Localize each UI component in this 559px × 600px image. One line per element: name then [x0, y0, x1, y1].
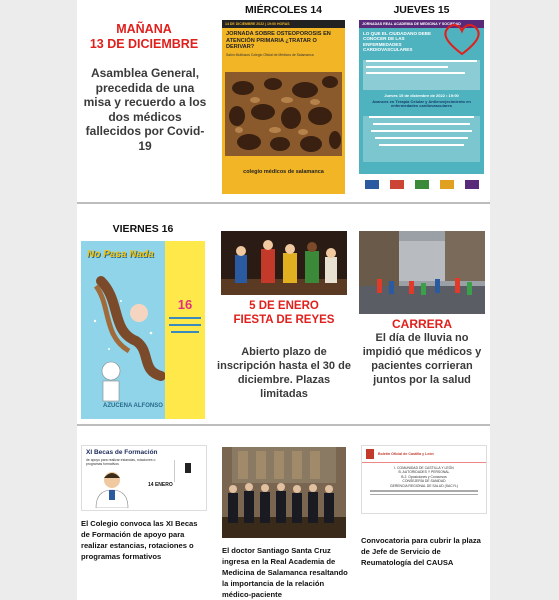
bocyl-line: B. AUTORIDADES Y PERSONAL	[398, 470, 450, 475]
cardio-speakers	[363, 116, 480, 162]
becas-banner[interactable]	[81, 445, 207, 511]
becas-banner-sub: de apoyo para realizar estancias, rotaciones o programas formativos	[86, 458, 156, 466]
bone-texture-image	[225, 72, 342, 156]
academy-ceremony-image	[222, 447, 346, 538]
book-author: AZUCENA ALFONSO	[103, 403, 163, 409]
bocyl-header	[362, 446, 486, 463]
colegio-logo-text: colegio médicos de salamanca	[243, 169, 324, 175]
doctor-illustration	[92, 468, 132, 508]
newsletter-page	[77, 0, 490, 600]
cardio-title: LO QUE EL CIUDADANO DEBE CONOCER DE LAS ENFERMEDADES CARDIOVASCULARES	[363, 31, 432, 53]
book-date-number: 16	[177, 297, 193, 312]
poster-place: Salón Multiusos Colegio Oficial de Médicos de Salamanca	[226, 52, 314, 57]
colegio-logo	[174, 460, 201, 482]
poster-strip: 14 DE DICIEMBRE 2022 | 19:00 HORAS	[222, 20, 345, 28]
bocyl-title: Boletín Oficial de Castilla y León	[378, 452, 434, 456]
bocyl-logo-icon	[366, 449, 374, 459]
date-line-1: MAÑANA	[116, 22, 172, 36]
row-divider-2	[77, 424, 490, 426]
bocyl-caption[interactable]: Convocatoria para cubrir la plaza de Jefe de Servicio de Reumatología del CAUSA	[361, 536, 481, 567]
becas-caption[interactable]: El Colegio convoca las XI Becas de Formación de apoyo para realizar estancias, rotaciones o programas formativos	[81, 519, 198, 561]
event-date-tomorrow	[79, 22, 209, 52]
heart-icon	[442, 22, 482, 56]
cardio-topic: Avances en Terapia Celular y Antienvejecimiento en enfermedades cardiovasculares	[372, 98, 471, 109]
reyes-title-line-1: 5 DE ENERO	[249, 300, 319, 312]
cardio-poster[interactable]	[359, 20, 484, 196]
kings-stage-image	[221, 231, 347, 295]
becas-banner-title: XI Becas de Formación	[86, 449, 158, 456]
race-photo[interactable]	[359, 231, 485, 314]
academy-photo[interactable]	[222, 447, 346, 538]
book-title: No Pasa Nada	[87, 249, 154, 260]
heading-jueves: JUEVES 15	[393, 4, 450, 16]
cardio-date: Jueves 15 de diciembre de 2022 • 19:00	[384, 92, 459, 98]
becas-banner-date: 14 ENERO	[148, 482, 173, 488]
reyes-photo[interactable]	[221, 231, 347, 295]
book-side-panel	[165, 241, 205, 419]
cardio-program	[363, 60, 480, 90]
event-desc-asamblea: Asamblea General, precedida de una misa y recuerdo a los dos médicos fallecidos por Covid-19	[83, 66, 207, 153]
bocyl-line: GERENCIA REGIONAL DE SALUD (SACYL)	[389, 483, 459, 488]
academy-caption[interactable]: El doctor Santiago Santa Cruz ingresa en la Real Academia de Medicina de Salamanca resaltando la importancia de la relación médico-paciente	[222, 546, 348, 599]
race-desc: El día de lluvia no impidió que médicos y pacientes corrieran juntos por la salud	[362, 332, 482, 386]
bocyl-body	[362, 463, 486, 500]
reyes-desc: Abierto plazo de inscripción hasta el 30 de diciembre. Plazas limitadas	[217, 346, 351, 400]
reyes-title-line-2: FIESTA DE REYES	[233, 314, 335, 326]
poster-footer	[222, 160, 345, 194]
date-line-2: 13 DE DICIEMBRE	[89, 37, 199, 51]
heading-miercoles: MIÉRCOLES 14	[244, 4, 323, 16]
row-divider-1	[77, 202, 490, 204]
heading-viernes: VIERNES 16	[112, 223, 174, 235]
kids-book-poster[interactable]	[81, 241, 205, 419]
poster-title: JORNADA SOBRE OSTEOPOROSIS EN ATENCIÓN PRIMARIA ¿TRATAR O DERIVAR?	[226, 31, 331, 50]
cardio-header: JORNADAS REAL ACADEMIA DE MEDICINA Y SOCIEDAD	[359, 20, 484, 28]
bocyl-document[interactable]	[361, 445, 487, 514]
cardio-sponsor-logos	[359, 174, 484, 196]
race-title: CARRERA	[392, 317, 452, 331]
osteoporosis-poster[interactable]	[222, 20, 345, 194]
bocyl-line: CONSEJERÍA DE SANIDAD	[402, 479, 446, 484]
reyes-title	[217, 299, 351, 327]
bocyl-line: I. COMUNIDAD DE CASTILLA Y LEÓN	[394, 466, 454, 470]
race-street-image	[359, 231, 485, 314]
bocyl-line: B.2. Oposiciones y Concursos	[401, 474, 447, 479]
